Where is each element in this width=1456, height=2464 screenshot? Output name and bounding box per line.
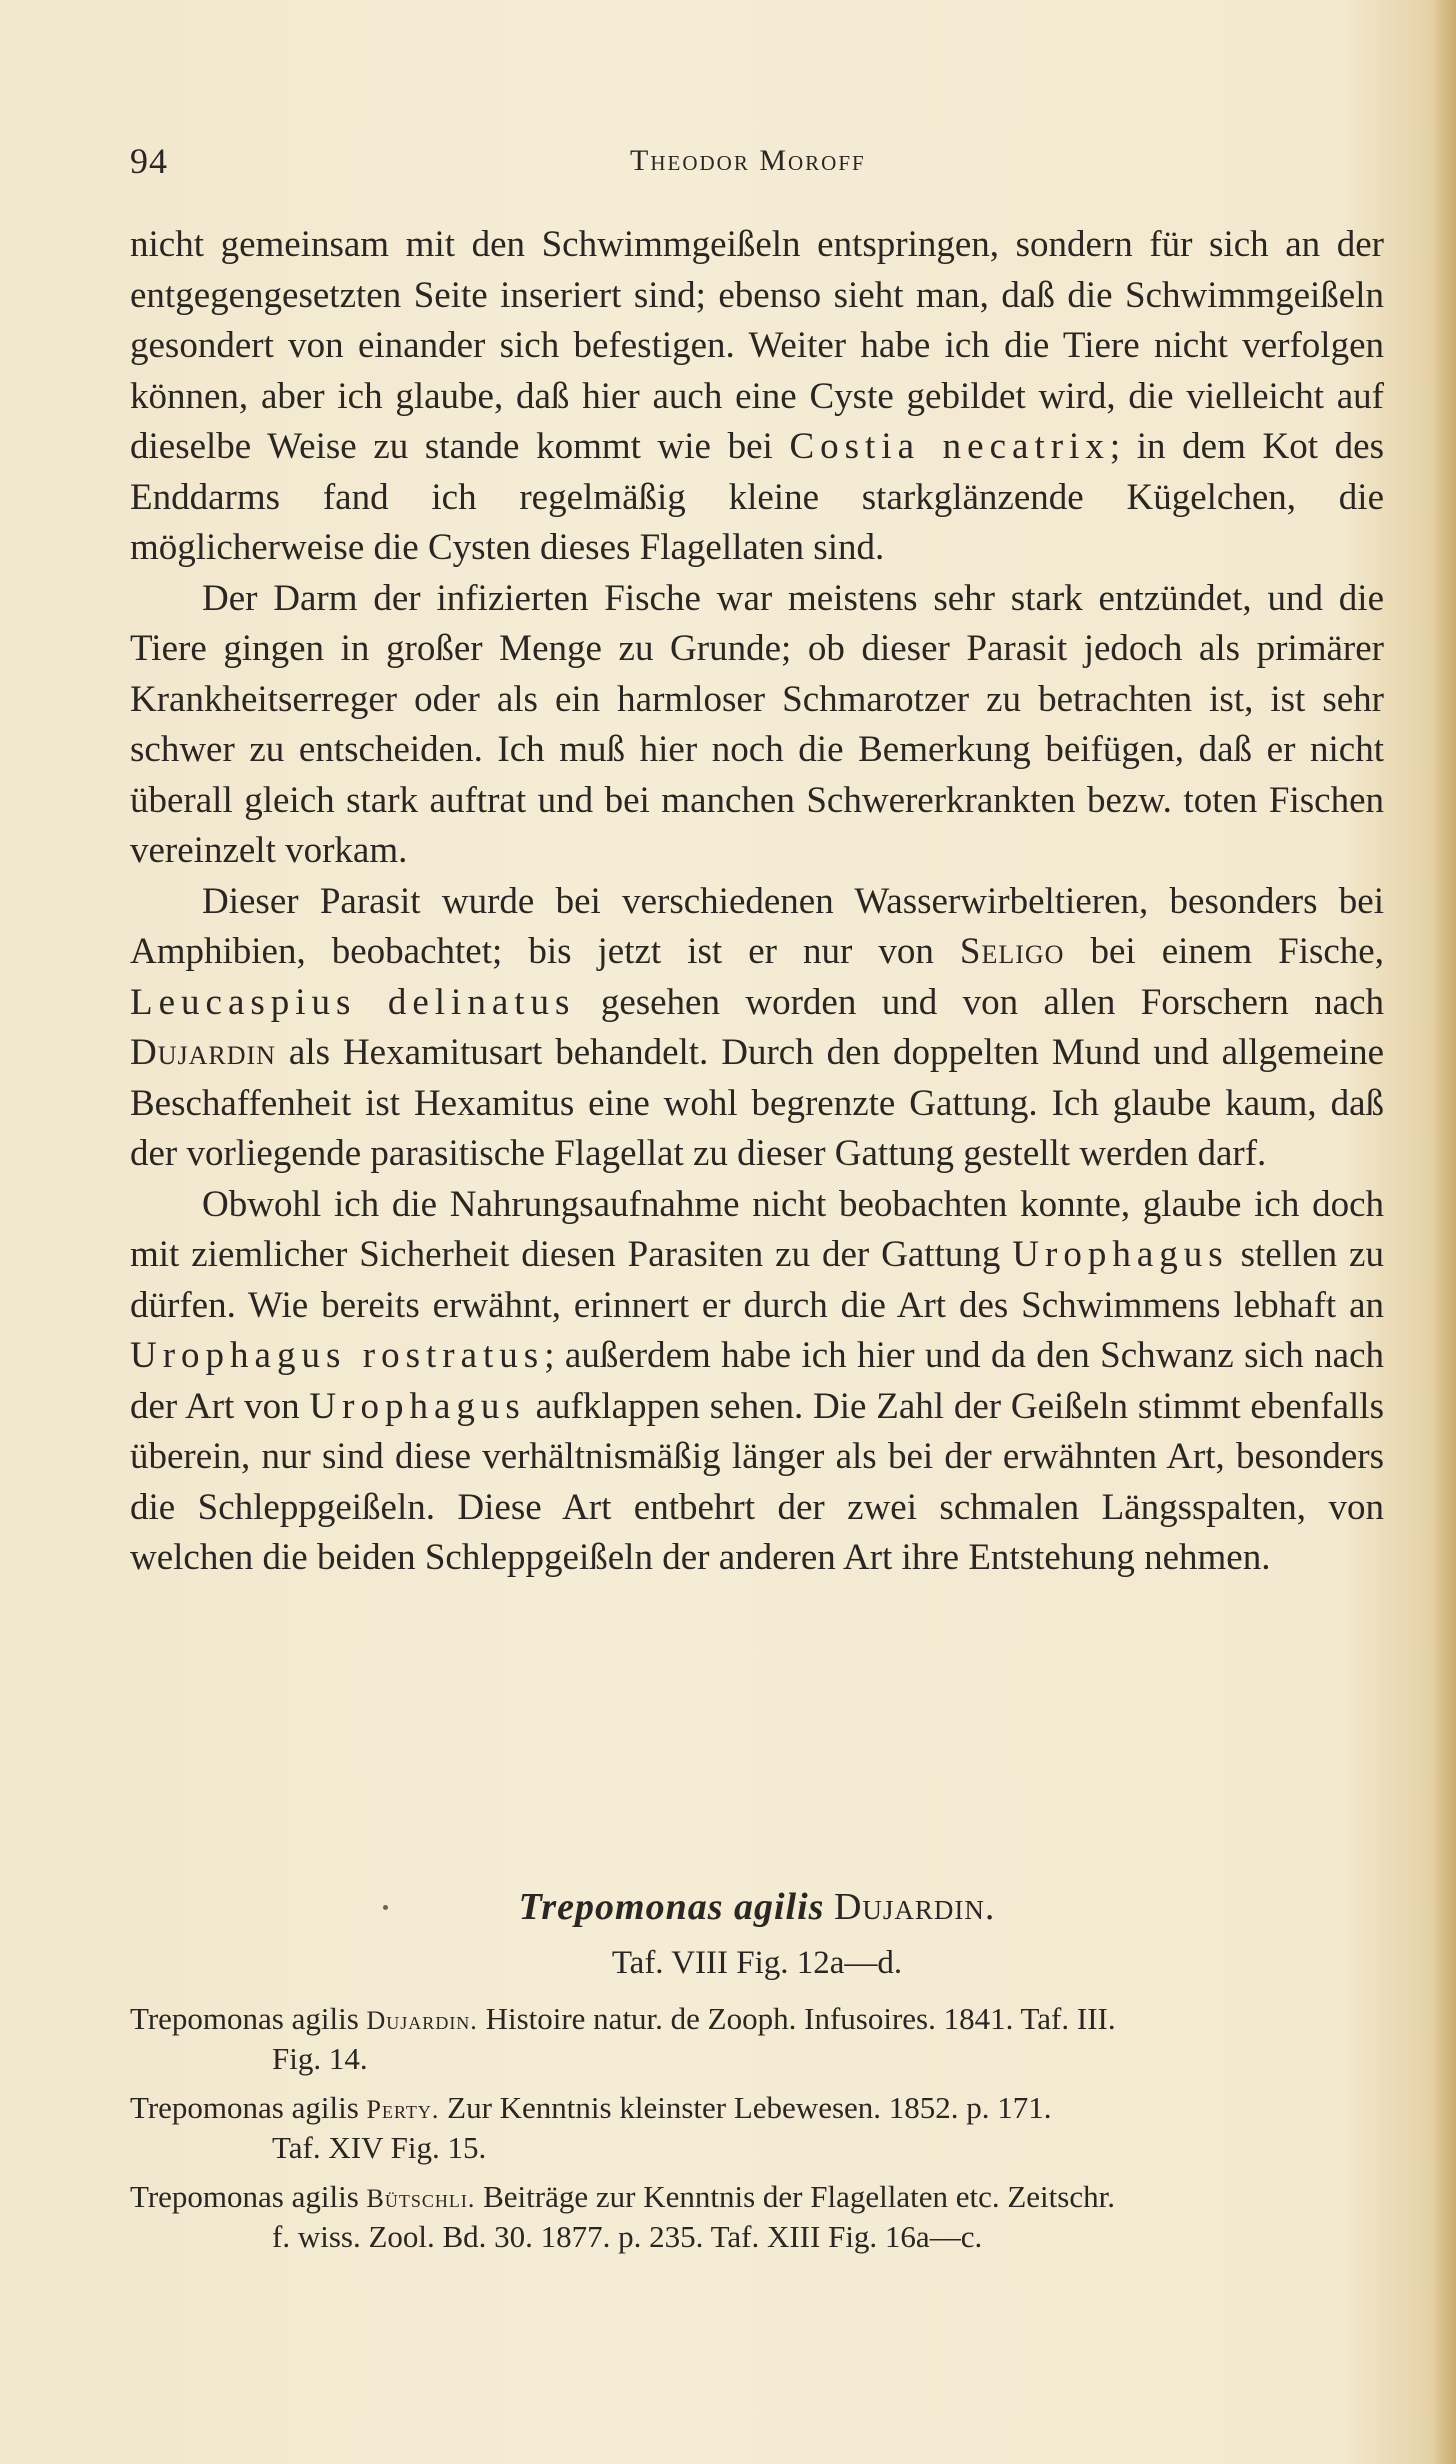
paragraph-4-text: Obwohl ich die Nahrungsaufnahme nicht beobachten konnte, glaube ich doch mit ziemlicher Sicherheit diesen Parasiten zu der Gattung [130, 1183, 1384, 1275]
paragraph-3-text: bei einem Fische, [1064, 931, 1384, 972]
page-edge-shadow [1434, 0, 1456, 2464]
running-head: Theodor Moroff [630, 144, 866, 177]
plate-reference: Taf. VIII Fig. 12a—d. [611, 1945, 903, 1981]
reference-citation-cont: Fig. 14. [272, 2041, 368, 2076]
author-name: Seligo [959, 931, 1065, 972]
species-heading [130, 1885, 1384, 1929]
reference-citation: Beiträge zur Kenntnis der Flagellaten etc. Zeitschr. [475, 2179, 1115, 2214]
species-heading-name: Trepomonas agilis [518, 1886, 825, 1928]
paragraph-3-text: Dieser Parasit wurde bei verschiedenen Wasserwirbeltieren, besonders bei Amphibien, beobachtet; bis jetzt ist er nur von [130, 880, 1384, 972]
genus-name-spaced: Urophagus [309, 1385, 526, 1427]
reference-author: Dujardin. [366, 2006, 478, 2035]
reference-item [130, 2000, 1384, 2078]
author-name: Dujardin [130, 1032, 276, 1073]
paragraph-4-text: aufklappen sehen. Die Zahl der Geißeln stimmt ebenfalls überein, nur sind diese verhältnismäßig länger als bei der erwähnten Art, besonders die Schleppgeißeln. Diese Art entbehrt der zwei schmalen Längsspalten, von welchen die beiden Schleppgeißeln der anderen Art ihre Entstehung nehmen. [130, 1385, 1384, 1578]
species-name-spaced: Leucaspius delinatus [130, 981, 576, 1023]
reference-taxon: Trepomonas agilis [130, 2179, 367, 2214]
body-text [130, 220, 1384, 1584]
paragraph-4-text: ; außerdem habe ich hier und da den Schwanz sich nach der Art von [130, 1335, 1384, 1427]
reference-citation: Zur Kenntnis kleinster Lebewesen. 1852. p. 171. [439, 2090, 1052, 2125]
paragraph-1-text: nicht gemeinsam mit den Schwimmgeißeln entspringen, sondern für sich an der entgegengesetzten Seite inseriert sind; ebenso sieht man, daß die Schwimmgeißeln gesondert von einander sich befestigen. Weiter habe ich die Tiere nicht verfolgen können, aber ich glaube, daß hier auch eine Cyste gebildet wird, die vielleicht auf dieselbe Weise zu stande kommt wie bei [130, 224, 1384, 467]
reference-item [130, 2089, 1384, 2167]
reference-author: Bütschli. [366, 2184, 476, 2213]
paragraph-4-text: stellen zu dürfen. Wie bereits erwähnt, erinnert er durch die Art des Schwimmens lebhaft an [130, 1234, 1384, 1326]
page-header [130, 140, 1380, 190]
genus-name-spaced: Urophagus [1012, 1234, 1229, 1275]
paragraph-3-text: gesehen worden und von allen Forschern nach [575, 981, 1384, 1023]
paragraph-3 [130, 877, 1384, 1180]
species-name-spaced: Costia necatrix [789, 426, 1110, 467]
paragraph-4 [130, 1180, 1384, 1584]
reference-citation: Histoire natur. de Zooph. Infusoires. 1841. Taf. III. [477, 2001, 1116, 2036]
reference-list [130, 2000, 1384, 2267]
reference-taxon: Trepomonas agilis [130, 2001, 367, 2036]
reference-item [130, 2178, 1384, 2256]
species-heading-author: Dujardin. [833, 1886, 996, 1928]
species-name-spaced: Urophagus rostratus [130, 1335, 545, 1376]
reference-citation-cont: f. wiss. Zool. Bd. 30. 1877. p. 235. Taf. XIII Fig. 16a—c. [272, 2219, 983, 2254]
reference-taxon: Trepomonas agilis [130, 2090, 367, 2125]
paragraph-3-text: als Hexamitusart behandelt. Durch den doppelten Mund und allgemeine Beschaffenheit ist Hexamitus eine wohl begrenzte Gattung. Ich glaube kaum, daß der vorliegende parasitische Flagellat zu dieser Gattung gestellt werden darf. [130, 1032, 1384, 1174]
page-number: 94 [130, 141, 168, 181]
paragraph-1 [130, 220, 1384, 574]
paragraph-1-text-cont: ; in dem Kot des Enddarms fand ich regelmäßig kleine starkglänzende Kügelchen, die möglicherweise die Cysten dieses Flagellaten sind. [130, 426, 1384, 568]
reference-author: Perty. [366, 2095, 440, 2124]
paragraph-2: Der Darm der infizierten Fische war meistens sehr stark entzündet, und die Tiere gingen in großer Menge zu Grunde; ob dieser Parasit jedoch als primärer Krankheitserreger oder als ein harmloser Schmarotzer zu betrachten ist, ist sehr schwer zu entscheiden. Ich muß hier noch die Bemerkung beifügen, daß er nicht überall gleich stark auftrat und bei manchen Schwererkrankten bezw. toten Fischen vereinzelt vorkam. [130, 577, 1384, 871]
reference-citation-cont: Taf. XIV Fig. 15. [272, 2130, 487, 2165]
